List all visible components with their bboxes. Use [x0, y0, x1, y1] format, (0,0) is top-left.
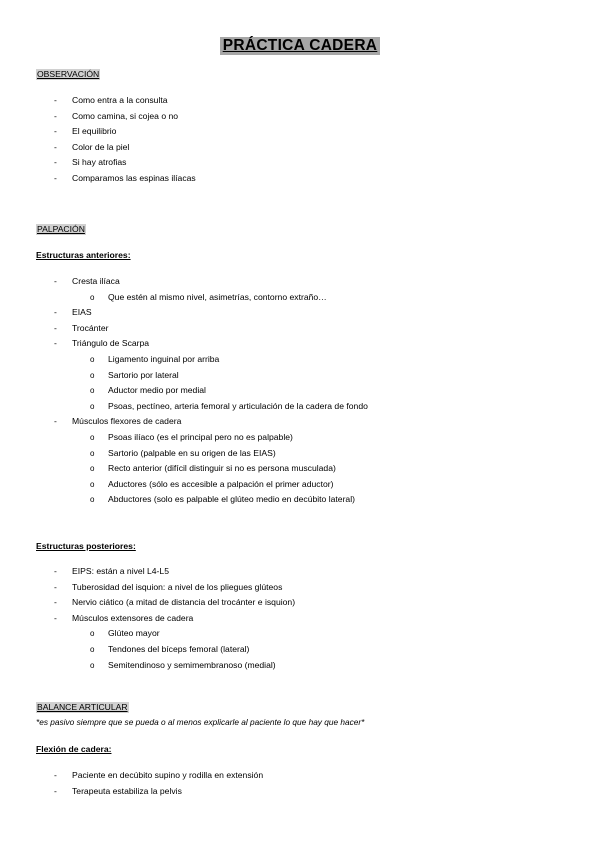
list-item-text: Músculos extensores de cadera	[72, 612, 194, 623]
dash-bullet: -	[54, 307, 57, 318]
dash-bullet: -	[54, 172, 57, 183]
list-item-text: Tuberosidad del isquion: a nivel de los pliegues glúteos	[72, 581, 283, 592]
circle-bullet: o	[90, 464, 95, 474]
circle-bullet: o	[90, 386, 95, 396]
list-item-text: Comparamos las espinas ilíacas	[72, 172, 196, 183]
list-item-text: Terapeuta estabiliza la pelvis	[72, 785, 182, 796]
document-title-wrap	[0, 37, 600, 55]
circle-bullet: o	[90, 354, 95, 364]
list-item-text: Triángulo de Scarpa	[72, 338, 150, 349]
list-item-text: Que estén al mismo nivel, asimetrías, contorno extraño…	[108, 291, 327, 302]
list-item-text: Paciente en decúbito supino y rodilla en extensión	[72, 770, 264, 780]
list-item-text: Sartorio (palpable en su origen de las EIAS)	[108, 447, 276, 458]
circle-bullet: o	[90, 370, 95, 380]
subheading-estructuras-posteriores: Estructuras posteriores:	[36, 541, 136, 551]
circle-bullet: o	[90, 292, 95, 302]
dash-bullet: -	[54, 322, 57, 333]
list-item-text: Psoas, pectíneo, arteria femoral y articulación de la cadera de fondo	[108, 400, 368, 411]
circle-bullet: o	[90, 629, 95, 639]
subheading-flexion-cadera: Flexión de cadera:	[36, 744, 112, 754]
list-item-text: Glúteo mayor	[108, 628, 160, 639]
list-item-text: Aductor medio por medial	[108, 385, 206, 396]
list-item-text: Trocánter	[72, 322, 109, 333]
list-item-text: Abductores (solo es palpable el glúteo medio en decúbito lateral)	[108, 494, 355, 505]
subheading-estructuras-anteriores: Estructuras anteriores:	[36, 250, 131, 260]
circle-bullet: o	[90, 495, 95, 505]
circle-bullet: o	[90, 401, 95, 411]
list-item-text: Como camina, si cojea o no	[72, 110, 179, 121]
section-heading-observacion: OBSERVACIÓN	[37, 69, 100, 79]
dash-bullet: -	[54, 612, 57, 623]
balance-note: *es pasivo siempre que se pueda o al menos explicarle al paciente lo que hay que hacer*	[36, 717, 365, 727]
circle-bullet: o	[90, 660, 95, 670]
list-item-text: Cresta ilíaca	[72, 276, 120, 286]
list-item-text: Músculos flexores de cadera	[72, 416, 182, 427]
section-heading-palpacion: PALPACIÓN	[37, 224, 85, 234]
list-item-text: Ligamento inguinal por arriba	[108, 353, 220, 364]
dash-bullet: -	[54, 338, 57, 349]
list-item-text: Si hay atrofias	[72, 157, 127, 168]
dash-bullet: -	[54, 157, 57, 168]
dash-bullet: -	[54, 276, 57, 286]
list-item-text: Tendones del bíceps femoral (lateral)	[108, 643, 250, 654]
dash-bullet: -	[54, 581, 57, 592]
dash-bullet: -	[54, 416, 57, 427]
list-item-text: Color de la piel	[72, 141, 130, 152]
circle-bullet: o	[90, 479, 95, 489]
dash-bullet: -	[54, 597, 57, 608]
dash-bullet: -	[54, 110, 57, 121]
list-item-text: Sartorio por lateral	[108, 369, 179, 380]
list-item-text: EIAS	[72, 307, 92, 318]
list-item-text: Recto anterior (difícil distinguir si no es persona musculada)	[108, 463, 336, 474]
dash-bullet: -	[54, 95, 57, 105]
dash-bullet: -	[54, 126, 57, 137]
dash-bullet: -	[54, 785, 57, 796]
list-item-text: El equilibrio	[72, 126, 117, 137]
list-item-text: Semitendinoso y semimembranoso (medial)	[108, 659, 276, 670]
list-item-text: Aductores (sólo es accesible a palpación el primer aductor)	[108, 478, 334, 489]
circle-bullet: o	[90, 448, 95, 458]
circle-bullet: o	[90, 644, 95, 654]
section-heading-balance-articular: BALANCE ARTICULAR	[37, 702, 128, 712]
dash-bullet: -	[54, 770, 57, 780]
circle-bullet: o	[90, 432, 95, 442]
dash-bullet: -	[54, 141, 57, 152]
list-item-text: Psoas ilíaco (es el principal pero no es palpable)	[108, 431, 293, 442]
list-item-text: EIPS: están a nivel L4-L5	[72, 566, 169, 576]
dash-bullet: -	[54, 566, 57, 576]
document-title: PRÁCTICA CADERA	[220, 37, 381, 55]
list-item-text: Nervio ciático (a mitad de distancia del trocánter e isquion)	[72, 597, 296, 608]
list-item-text: Como entra a la consulta	[72, 95, 168, 105]
